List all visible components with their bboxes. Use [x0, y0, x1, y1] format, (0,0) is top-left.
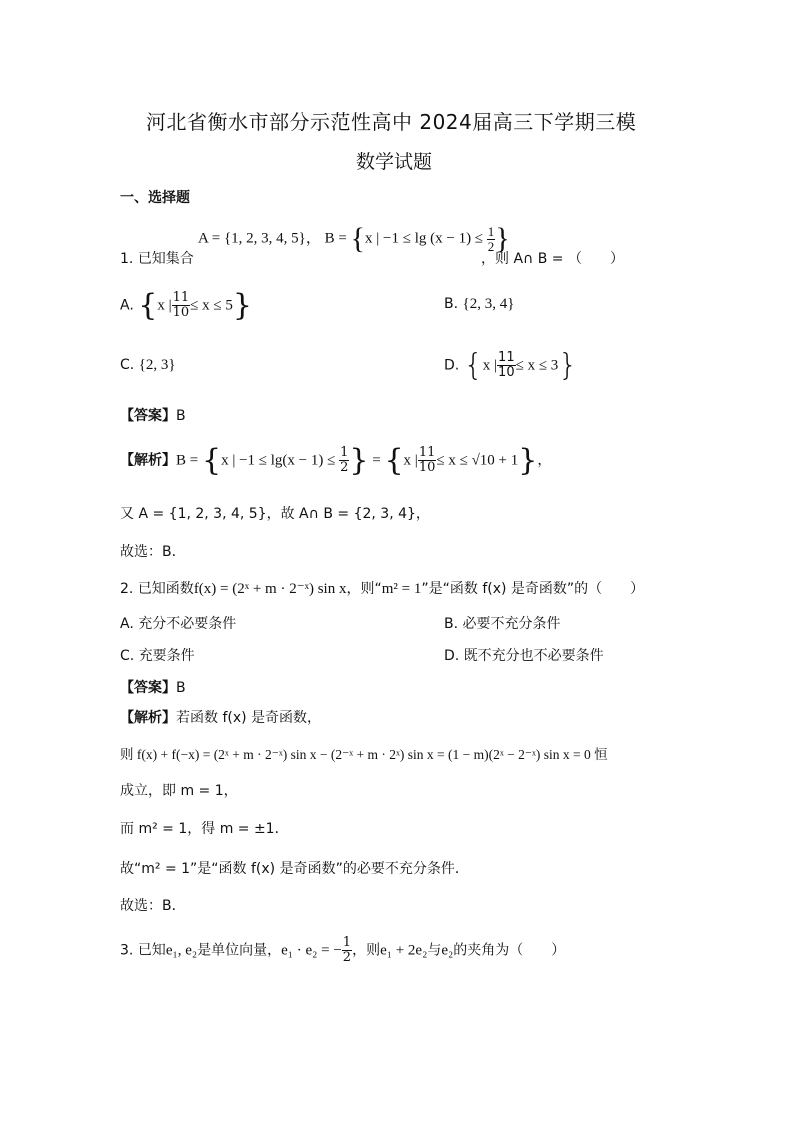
option-d-text: 既不充分也不必要条件	[463, 648, 604, 664]
q2-option-c	[120, 645, 195, 665]
q1-option-c	[120, 357, 176, 374]
fraction-numerator: 11	[172, 290, 190, 305]
q1-stem	[120, 248, 194, 268]
q2-option-a	[120, 613, 236, 633]
fraction-numerator: 11	[418, 445, 436, 460]
right-brace-icon: }	[232, 288, 252, 323]
q3-vectors: e₁, e₂	[165, 942, 198, 959]
q2-analysis-line1	[120, 707, 321, 727]
option-b-text: {2, 3, 4}	[462, 296, 515, 312]
q1-option-b	[444, 296, 514, 313]
option-c-text: {2, 3}	[138, 357, 176, 373]
option-label: B.	[444, 296, 459, 312]
q3-stem-mid: 是单位向量，	[197, 942, 282, 959]
fraction-numerator: 11	[498, 350, 515, 365]
q2-conclusion	[120, 895, 186, 915]
option-a-fraction	[172, 291, 191, 320]
analysis-text: B =	[176, 452, 202, 469]
analysis-text: 成立，即 m = 1，	[120, 783, 238, 799]
q2-number: 2.	[120, 581, 134, 597]
q3-stem-suffix: 的夹角为（ ）	[453, 942, 566, 959]
option-b-text: 必要不充分条件	[462, 616, 561, 632]
analysis-text: 若函数 f(x) 是奇函数，	[176, 710, 322, 726]
analysis-text: 而 m² = 1，得 m = ±1．	[120, 821, 289, 837]
answer-value: B	[176, 408, 186, 424]
option-label: D.	[444, 648, 460, 664]
analysis-text: 又 A = {1, 2, 3, 4, 5}，故 A∩ B = {2, 3, 4}，	[120, 506, 430, 522]
fraction-denominator: 2	[342, 950, 352, 965]
right-brace-icon: }	[495, 222, 510, 255]
q2-option-b	[444, 613, 561, 633]
answer-value: B	[176, 680, 186, 696]
q1-stem-suffix: ，则 A∩ B = （ ）	[481, 251, 624, 267]
option-label: A.	[120, 297, 134, 314]
q1-conclusion	[120, 541, 186, 561]
q1-set-b-left: B =	[324, 230, 351, 247]
q1-set-a: A = {1, 2, 3, 4, 5}，	[198, 230, 321, 247]
fraction-denominator: 10	[418, 460, 436, 475]
page-title: 河北省衡水市部分示范性高中 2024届高三下学期三模	[146, 110, 637, 134]
analysis-text: ，	[537, 452, 552, 469]
q1-stem-prefix: 已知集合	[137, 251, 194, 267]
q2-answer	[120, 677, 186, 697]
left-brace-icon: {	[463, 348, 483, 383]
q1-analysis-line1	[120, 443, 551, 478]
analysis-text: ≤ x ≤ √10 + 1	[436, 452, 519, 469]
analysis-text: 则 f(x) + f(−x) = (2ˣ + m · 2⁻ˣ) sin x − (2⁻ˣ + m · 2ˣ) sin x = (1 − m)(2ˣ − 2⁻ˣ) sin x = 0 恒	[120, 747, 608, 762]
q2-analysis-line5	[120, 858, 469, 878]
section-heading: 一、选择题	[120, 190, 190, 206]
q2-stem-mid: ，则“	[346, 581, 382, 597]
option-d-suffix: ≤ x ≤ 3	[515, 357, 559, 374]
q2-analysis-line4	[120, 818, 289, 838]
left-brace-icon: {	[350, 222, 365, 255]
right-brace-icon: }	[558, 348, 578, 383]
q1-sets	[198, 222, 510, 256]
q3-number: 3.	[120, 942, 134, 959]
q3-expression: e₁ + 2e₂	[380, 942, 428, 959]
q2-stem	[120, 578, 644, 598]
answer-label: 【答案】	[120, 680, 176, 696]
right-brace-icon: }	[518, 443, 538, 478]
q2-stem-prefix: 已知函数	[137, 581, 194, 597]
q1-analysis-line2	[120, 503, 430, 523]
fraction-numerator: 1	[342, 935, 352, 950]
analysis-label: 【解析】	[120, 710, 176, 726]
q3-fraction	[342, 936, 352, 965]
option-label: C.	[120, 648, 135, 664]
option-a-prefix: x |	[157, 297, 172, 314]
conclusion-text: 故选：B．	[120, 544, 186, 560]
option-label: A.	[120, 616, 134, 632]
analysis-label: 【解析】	[120, 452, 176, 469]
q1-answer	[120, 405, 186, 425]
conclusion-text: 故选：B．	[120, 898, 186, 914]
fraction-denominator: 2	[487, 238, 495, 254]
q1-option-d	[444, 348, 577, 383]
option-label: C.	[120, 357, 135, 373]
left-brace-icon: {	[138, 288, 158, 323]
q2-stem-suffix: ”是“函数 f(x) 是奇函数”的（ ）	[421, 581, 645, 597]
fraction-numerator: 1	[487, 223, 495, 239]
option-c-text: 充要条件	[138, 648, 195, 664]
analysis-text: 故“m² = 1”是“函数 f(x) 是奇函数”的必要不充分条件．	[120, 861, 469, 877]
option-label: D.	[444, 357, 460, 374]
q2-analysis-line3	[120, 780, 238, 800]
q3-stem-mid3: 与	[427, 942, 442, 959]
option-a-text: 充分不必要条件	[138, 616, 237, 632]
q3-stem-mid2: ，则	[352, 942, 381, 959]
analysis-fraction	[418, 446, 437, 475]
q3-expression2: e₂	[441, 942, 454, 959]
q3-stem	[120, 936, 565, 965]
q2-option-d	[444, 645, 604, 665]
q3-dot-product: e₁ · e₂ = −	[281, 942, 342, 959]
q3-stem-prefix: 已知	[137, 942, 166, 959]
answer-label: 【答案】	[120, 408, 176, 424]
q2-condition: m² = 1	[381, 581, 422, 597]
right-brace-icon: }	[349, 443, 369, 478]
fraction-denominator: 10	[172, 305, 190, 320]
analysis-fraction	[339, 446, 349, 475]
analysis-text: x |	[403, 452, 418, 469]
option-a-suffix: ≤ x ≤ 5	[190, 297, 233, 314]
option-d-fraction	[497, 351, 516, 380]
q2-function: f(x) = (2ˣ + m · 2⁻ˣ) sin x	[193, 581, 347, 597]
q1-set-b-body: x | −1 ≤ lg (x − 1) ≤	[365, 230, 487, 247]
fraction-denominator: 10	[498, 365, 515, 380]
option-label: B.	[444, 616, 459, 632]
left-brace-icon: {	[384, 443, 404, 478]
q1-option-a	[120, 288, 252, 323]
fraction-denominator: 2	[340, 460, 349, 475]
analysis-text: x | −1 ≤ lg(x − 1) ≤	[221, 452, 340, 469]
left-brace-icon: {	[201, 443, 222, 478]
option-d-prefix: x |	[482, 357, 498, 374]
q2-analysis-line2	[120, 743, 608, 763]
analysis-text: =	[368, 452, 385, 469]
q1-number: 1.	[120, 251, 134, 267]
page-subtitle: 数学试题	[356, 151, 433, 173]
fraction-numerator: 1	[340, 445, 349, 460]
